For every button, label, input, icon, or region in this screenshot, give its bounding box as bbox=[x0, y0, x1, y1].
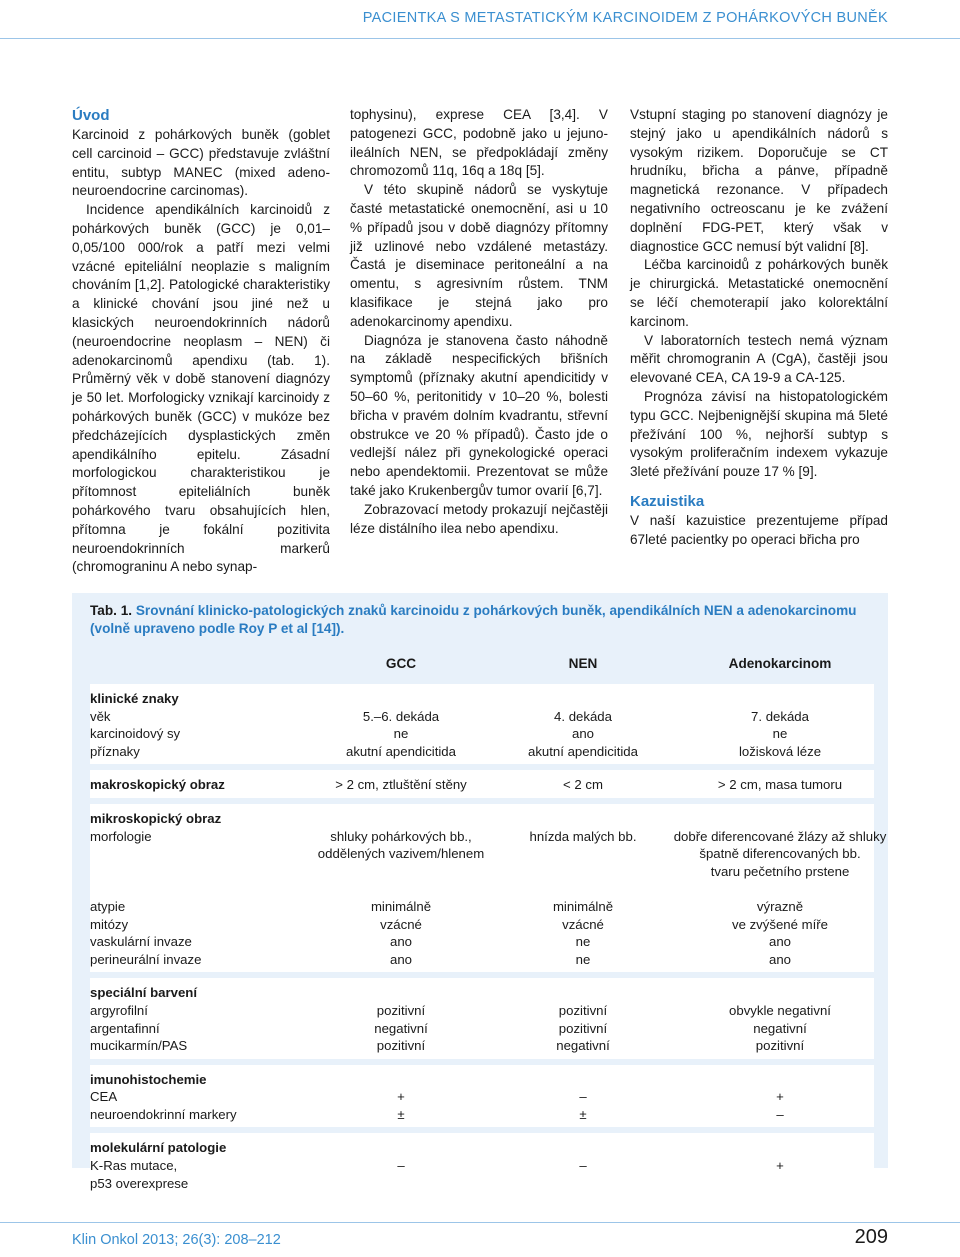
table-row-group bbox=[90, 978, 874, 1058]
gcc-value: – bbox=[397, 1158, 405, 1174]
nen-value: pozitivní bbox=[558, 1020, 608, 1036]
paragraph: Incidence apendikálních karcinoidů z pohárkových buněk (GCC) je 0,01–0,05/100 000/rok a patří mezi velmi vzácné epiteliální neoplazie s maligním chováním [1,2]. Patologické charakteristiky a klinické chování jsou jiné než u klasických neuroendokrinních nádorů (neuroendocrine neoplasm – NEN) či adenokarcinomů apendixu (tab. 1). Průměrný věk v době stanovení diagnózy je 50 let. Morfologicky vznikají karcinoidy z pohárkových buněk (GCC) v mukóze bez předcházejících dysplastických změn apendikálního epitelu. Zásadní morfologickou charakteristikou je přítomnost epiteliálních buněk pohárkového tvaru obsahujících hlen, přítomna je fokální pozitivita neuroendokrinních markerů (chromograninu A nebo synap- bbox=[72, 202, 330, 575]
paragraph: V této skupině nádorů se vyskytuje časté metastatické onemocnění, asi u 10 % případů jsou v době diagnózy přítomny již uzlinové nebo vzdálené metastázy. Častá je diseminace peritoneální a na omentu, s agresivním růstem. TNM klasifikace je stejná jako pro adenokarcinomy apendixu. bbox=[350, 182, 608, 329]
table-cell bbox=[672, 1139, 888, 1192]
nen-value: minimálně bbox=[552, 898, 614, 914]
table-cell bbox=[308, 776, 494, 794]
table-header-row bbox=[90, 656, 874, 678]
gcc-value: ne bbox=[393, 726, 409, 742]
table-header-gcc: GCC bbox=[385, 656, 417, 671]
table-cell bbox=[494, 810, 672, 968]
row-label: speciální barvení bbox=[90, 985, 198, 1001]
row-label: K-Ras mutace, bbox=[90, 1158, 178, 1174]
nen-value bbox=[494, 810, 672, 828]
gcc-value: vzácné bbox=[380, 916, 422, 932]
table-body bbox=[90, 684, 887, 1196]
nen-value: pozitivní bbox=[558, 1002, 608, 1018]
nen-value: – bbox=[579, 1089, 587, 1105]
nen-value: hnízda malých bb. bbox=[529, 828, 637, 844]
adeno-value: + bbox=[776, 1089, 784, 1105]
nen-value: vzácné bbox=[562, 916, 604, 932]
table-cell bbox=[494, 984, 672, 1054]
paragraph: Léčba karcinoidů z pohárkových buněk je chirurgická. Metastatické onemocnění se léčí chemoterapií jako kolorektální karcinom. bbox=[630, 257, 888, 329]
row-label: imunohistochemie bbox=[90, 1071, 207, 1087]
row-label: mucikarmín/PAS bbox=[90, 1038, 188, 1054]
row-label: argentafinní bbox=[90, 1020, 160, 1036]
table-cell bbox=[672, 690, 888, 760]
gcc-value: 5.–6. dekáda bbox=[362, 708, 440, 724]
gcc-value: + bbox=[397, 1089, 405, 1105]
nen-value bbox=[494, 845, 672, 863]
row-label bbox=[90, 863, 308, 881]
table-header-nen: NEN bbox=[568, 656, 598, 671]
table-row-group bbox=[90, 684, 874, 764]
nen-value bbox=[494, 1175, 672, 1193]
adeno-value: ano bbox=[768, 934, 791, 950]
adeno-value: tvaru pečetního prstene bbox=[710, 863, 850, 879]
gcc-value: shluky pohárkových bb., bbox=[330, 828, 472, 844]
table-cell bbox=[90, 690, 308, 760]
gcc-value: ano bbox=[389, 951, 412, 967]
nen-value: 4. dekáda bbox=[554, 708, 612, 724]
row-label bbox=[90, 845, 308, 863]
table-cell bbox=[672, 810, 888, 968]
text-column-1 bbox=[72, 106, 330, 577]
row-label: morfologie bbox=[90, 828, 152, 844]
paragraph: V laboratorních testech nemá význam měřit chromogranin A (CgA), častěji jsou elevované CEA, CA 19-9 a CA-125. bbox=[630, 332, 888, 386]
paragraph: Karcinoid z pohárkových buněk (goblet cell carcinoid – GCC) představuje zvláštní entitu, subtyp MANEC (mixed adeno-neuroendocrine carcinomas). bbox=[72, 127, 330, 199]
table-cell bbox=[672, 984, 888, 1054]
nen-value: – bbox=[579, 1158, 587, 1174]
gcc-value: pozitivní bbox=[376, 1002, 426, 1018]
row-label: mitózy bbox=[90, 916, 129, 932]
nen-value: ne bbox=[575, 951, 591, 967]
adeno-value: negativní bbox=[753, 1020, 807, 1036]
table-header-adeno: Adenokarcinom bbox=[728, 656, 832, 671]
nen-value bbox=[494, 863, 672, 881]
adeno-value: ano bbox=[768, 951, 791, 967]
nen-value bbox=[494, 880, 672, 898]
footer-rule bbox=[0, 1222, 960, 1223]
table-cell bbox=[90, 776, 308, 794]
paragraph: tophysinu), exprese CEA [3,4]. V patogenezi GCC, podobně jako u jejuno-ileálních NEN, se předpokládají změny chromozomů 11q, 16q a 18q [5]. bbox=[350, 107, 608, 179]
paragraph: Zobrazovací metody prokazují nejčastěji léze distálního ilea nebo apendixu. bbox=[350, 501, 608, 536]
table-cell bbox=[308, 690, 494, 760]
row-label: molekulární patologie bbox=[90, 1140, 227, 1156]
gcc-value: negativní bbox=[374, 1020, 428, 1036]
table-row-group bbox=[90, 1133, 874, 1196]
row-label: p53 overexprese bbox=[90, 1175, 189, 1191]
table-cell bbox=[494, 690, 672, 760]
row-label bbox=[90, 880, 308, 898]
gcc-value bbox=[308, 690, 494, 708]
adeno-value: > 2 cm, masa tumoru bbox=[717, 777, 843, 793]
row-label: argyrofilní bbox=[90, 1002, 148, 1018]
table-cell bbox=[90, 984, 308, 1054]
adeno-value: + bbox=[776, 1158, 784, 1174]
nen-value bbox=[494, 1139, 672, 1157]
section-heading-case: Kazuistika bbox=[630, 492, 705, 510]
table-header-empty bbox=[90, 656, 308, 678]
adeno-value: obvykle negativní bbox=[729, 1002, 831, 1018]
nen-value: ± bbox=[579, 1106, 587, 1122]
table-row-group bbox=[90, 804, 887, 972]
adeno-value bbox=[672, 984, 888, 1002]
gcc-value bbox=[308, 1071, 494, 1089]
table-cell bbox=[494, 1071, 672, 1124]
gcc-value bbox=[308, 1139, 494, 1157]
adeno-value bbox=[672, 1071, 888, 1089]
row-label: makroskopický obraz bbox=[90, 777, 225, 793]
header-rule bbox=[0, 38, 960, 39]
gcc-value bbox=[308, 810, 494, 828]
gcc-value bbox=[308, 984, 494, 1002]
nen-value: negativní bbox=[556, 1038, 610, 1054]
table-cell bbox=[90, 1071, 308, 1124]
table-cell bbox=[672, 1071, 888, 1124]
row-label: CEA bbox=[90, 1089, 118, 1105]
table-cell bbox=[308, 810, 494, 968]
nen-value: < 2 cm bbox=[563, 777, 603, 793]
running-title: PACIENTKA S METASTATICKÝM KARCINOIDEM Z POHÁRKOVÝCH BUNĚK bbox=[362, 10, 888, 26]
gcc-value bbox=[308, 1175, 494, 1193]
gcc-value bbox=[308, 880, 494, 898]
adeno-value bbox=[672, 880, 888, 898]
table-row-group bbox=[90, 770, 874, 798]
gcc-value: akutní apendicitida bbox=[346, 743, 456, 759]
adeno-value: pozitivní bbox=[755, 1038, 805, 1054]
paragraph: Diagnóza je stanovena často náhodně na základě nespecifických břišních symptomů (příznaky akutní apendicitidy v 50–60 %, peritonitidy v 10–20 %, bolesti břicha v pravém dolním kvadrantu, střevní obstrukce ve 20 % případů). Často jde o vedlejší nález při gynekologické operaci nebo apendektomii. Prezentovat se může také jako Krukenbergův tumor ovarií [6,7]. bbox=[350, 332, 608, 498]
adeno-value: ve zvýšené míře bbox=[731, 916, 828, 932]
section-heading-intro: Úvod bbox=[72, 107, 110, 124]
nen-value bbox=[494, 984, 672, 1002]
table-number: Tab. 1. bbox=[90, 603, 133, 618]
page-number: 209 bbox=[854, 1226, 888, 1248]
row-label: příznaky bbox=[90, 743, 140, 759]
paragraph: Vstupní staging po stanovení diagnózy je stejný jako u apendikálních nádorů s vysokým rizikem. Doporučuje se CT hrudníku, břicha a pánve, případně magnetická rezonance. V případech negativního octreoscanu je ke zvážení doplnění FDG-PET, který však v diagnostice GCC nemusí být validní [8]. bbox=[630, 107, 888, 254]
gcc-value: oddělených vazivem/hlenem bbox=[317, 846, 485, 862]
row-label: klinické znaky bbox=[90, 691, 179, 706]
gcc-value: > 2 cm, ztluštění stěny bbox=[335, 777, 467, 793]
row-label: vaskulární invaze bbox=[90, 934, 192, 950]
table-cell bbox=[90, 810, 308, 968]
gcc-value: pozitivní bbox=[376, 1038, 426, 1054]
adeno-value: špatně diferencovaných bb. bbox=[699, 846, 861, 862]
text-column-2 bbox=[350, 106, 608, 538]
adeno-value: 7. dekáda bbox=[751, 708, 809, 724]
adeno-value: dobře diferencované žlázy až shluky bbox=[673, 828, 887, 844]
table-cell bbox=[672, 776, 888, 794]
table-caption bbox=[90, 602, 874, 638]
nen-value bbox=[494, 690, 672, 708]
gcc-value: minimálně bbox=[370, 898, 432, 914]
adeno-value: ložisková léze bbox=[738, 743, 822, 759]
adeno-value bbox=[672, 1139, 888, 1157]
journal-citation: Klin Onkol 2013; 26(3): 208–212 bbox=[72, 1232, 281, 1248]
table-cell bbox=[90, 1139, 308, 1192]
row-label: atypie bbox=[90, 898, 126, 914]
row-label: karcinoidový sy bbox=[90, 726, 181, 742]
adeno-value bbox=[672, 690, 888, 708]
nen-value: ne bbox=[575, 934, 591, 950]
comparison-table bbox=[72, 593, 888, 1191]
text-column-3 bbox=[630, 106, 888, 550]
gcc-value: ± bbox=[397, 1106, 405, 1122]
nen-value: akutní apendicitida bbox=[528, 743, 638, 759]
nen-value bbox=[494, 1071, 672, 1089]
gcc-value bbox=[308, 863, 494, 881]
adeno-value bbox=[672, 1175, 888, 1193]
table-cell bbox=[308, 984, 494, 1054]
row-label: věk bbox=[90, 708, 111, 724]
table-cell bbox=[494, 1139, 672, 1192]
row-label: neuroendokrinní markery bbox=[90, 1106, 237, 1122]
nen-value: ano bbox=[571, 726, 594, 742]
table-cell bbox=[308, 1139, 494, 1192]
adeno-value: ne bbox=[772, 726, 788, 742]
adeno-value: – bbox=[776, 1106, 784, 1122]
gcc-value: ano bbox=[389, 934, 412, 950]
adeno-value: výrazně bbox=[756, 898, 804, 914]
row-label: mikroskopický obraz bbox=[90, 810, 222, 826]
table-row-group bbox=[90, 1065, 874, 1128]
paragraph: Prognóza závisí na histopatologickém typu GCC. Nejbenignější skupina má 5leté přežívání 100 %, nejhorší subtyp s vysokým proliferačním indexem vykazuje 3leté přežívání pouze 17 % [9]. bbox=[630, 388, 888, 480]
paragraph: V naší kazuistice prezentujeme případ 67leté pacientky po operaci břicha pro bbox=[630, 512, 888, 547]
row-label: perineurální invaze bbox=[90, 951, 202, 967]
table-cell bbox=[494, 776, 672, 794]
adeno-value bbox=[672, 810, 888, 828]
table-cell bbox=[308, 1071, 494, 1124]
table-caption-text: Srovnání klinicko-patologických znaků karcinoidu z pohárkových buněk, apendikálních NEN a adenokarcinomu (volně upraveno podle Roy P et al [14]). bbox=[90, 603, 857, 636]
